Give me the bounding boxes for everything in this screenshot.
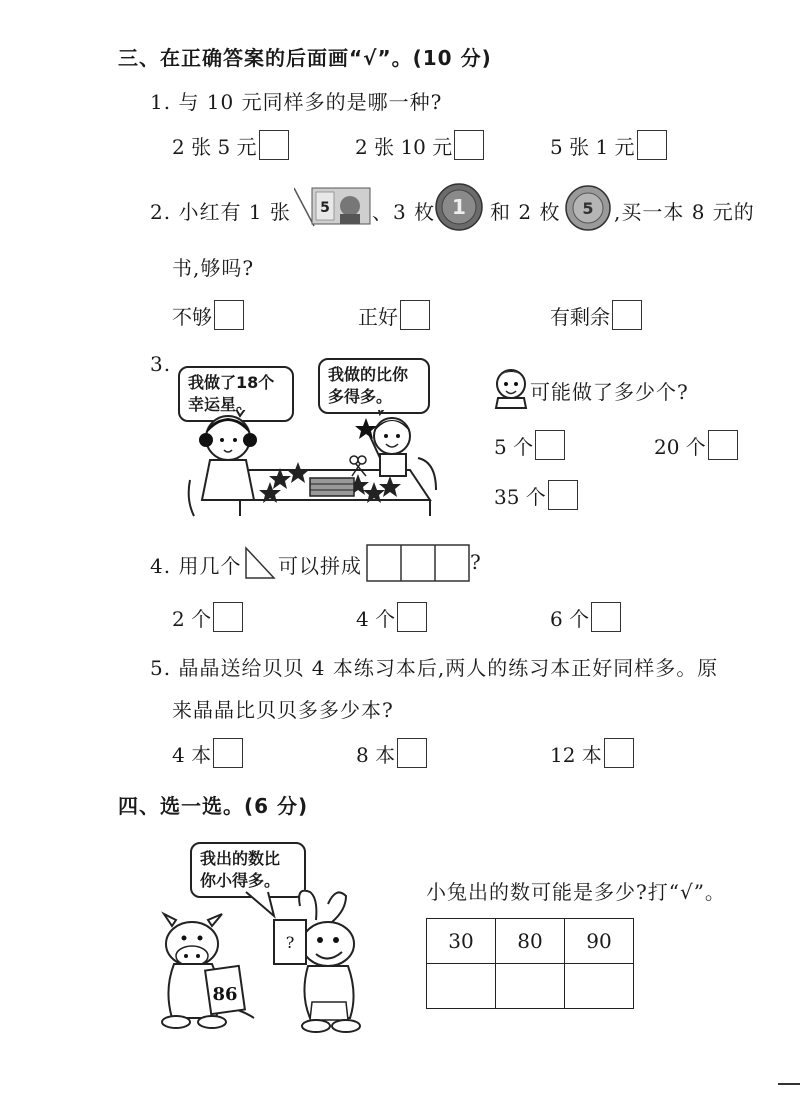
table-cell-value-1: 30	[427, 919, 496, 964]
question-5-stem-line1: 5. 晶晶送给贝贝 4 本练习本后,两人的练习本正好同样多。原	[150, 656, 719, 680]
question-4-stem-part2: 可以拼成	[278, 554, 362, 578]
page-edge-mark	[778, 1083, 800, 1085]
q1-checkbox-c[interactable]	[637, 130, 667, 160]
q4-option-b-label: 4 个	[356, 606, 396, 631]
coin-1-value: 1	[452, 195, 466, 219]
kids-making-stars-illustration	[180, 410, 440, 520]
cow-card-number: 86	[212, 984, 238, 1005]
q4-option-c-label: 6 个	[550, 606, 590, 631]
q3-option-a-label: 5 个	[494, 434, 534, 459]
q4-option-b	[356, 602, 427, 632]
banknote-5-yuan-icon	[294, 186, 374, 228]
q5-option-b	[356, 738, 427, 768]
question-3-number: 3.	[150, 352, 172, 376]
section-4-title: 四、选一选。(6 分)	[118, 794, 309, 818]
q2-checkbox-b[interactable]	[400, 300, 430, 330]
question-2-stem-part4: ,买一本 8 元的	[614, 200, 755, 224]
q2-option-a-label: 不够	[172, 304, 212, 329]
q5-option-c	[550, 738, 634, 768]
coin-1-yuan-icon	[434, 182, 484, 232]
number-choice-table	[426, 918, 634, 1009]
q4-checkbox-b[interactable]	[397, 602, 427, 632]
q2-checkbox-a[interactable]	[214, 300, 244, 330]
q1-option-b-label: 2 张 10 元	[355, 134, 453, 159]
q5-option-a-label: 4 本	[172, 742, 212, 767]
q1-checkbox-b[interactable]	[454, 130, 484, 160]
bubble-rabbit-line1: 我出的数比	[200, 849, 281, 868]
table-cell-answer-3[interactable]	[565, 964, 634, 1009]
q5-option-a	[172, 738, 243, 768]
rabbit-card-symbol: ?	[285, 933, 295, 952]
section-4-question: 小兔出的数可能是多少?打“√”。	[426, 880, 726, 904]
table-cell-answer-2[interactable]	[496, 964, 565, 1009]
q2-option-a	[172, 300, 244, 330]
bubble-rabbit-line2: 你小得多。	[200, 871, 281, 890]
question-4-stem-part3: ?	[470, 550, 482, 574]
question-4-stem-part1: 4. 用几个	[150, 554, 242, 578]
q2-option-b-label: 正好	[358, 304, 398, 329]
bubble-girl-line2: 幸运星。	[188, 395, 253, 414]
q1-option-b	[355, 130, 484, 160]
right-triangle-icon	[244, 546, 276, 580]
question-1-stem: 1. 与 10 元同样多的是哪一种?	[150, 90, 443, 114]
question-2-stem-part3: 和 2 枚	[490, 200, 561, 224]
q4-option-a	[172, 602, 243, 632]
q5-checkbox-c[interactable]	[604, 738, 634, 768]
section-3-title: 三、在正确答案的后面画“√”。(10 分)	[118, 46, 492, 70]
q2-checkbox-c[interactable]	[612, 300, 642, 330]
q1-option-c	[550, 130, 667, 160]
question-2-stem-part2: 、3 枚	[372, 200, 436, 224]
question-3-text: 可能做了多少个?	[530, 380, 689, 404]
q4-option-a-label: 2 个	[172, 606, 212, 631]
bubble-boy-line1: 我做的比你	[328, 365, 409, 384]
q3-option-c	[494, 480, 578, 510]
q2-option-b	[358, 300, 430, 330]
q1-option-c-label: 5 张 1 元	[550, 134, 635, 159]
q5-checkbox-b[interactable]	[397, 738, 427, 768]
q4-checkbox-c[interactable]	[591, 602, 621, 632]
q5-option-c-label: 12 本	[550, 742, 602, 767]
q3-option-b	[654, 430, 738, 460]
table-row-answers	[427, 964, 634, 1009]
q5-option-b-label: 8 本	[356, 742, 396, 767]
q3-checkbox-b[interactable]	[708, 430, 738, 460]
table-cell-value-2: 80	[496, 919, 565, 964]
q1-option-a-label: 2 张 5 元	[172, 134, 257, 159]
question-2-stem-line2: 书,够吗?	[172, 256, 255, 280]
coin-5-jiao-icon	[564, 184, 612, 232]
coin-2-value: 5	[582, 199, 594, 218]
q2-option-c	[550, 300, 642, 330]
q3-option-b-label: 20 个	[654, 434, 706, 459]
table-cell-value-3: 90	[565, 919, 634, 964]
cow-and-rabbit-illustration	[150, 890, 390, 1040]
q1-checkbox-a[interactable]	[259, 130, 289, 160]
q4-option-c	[550, 602, 621, 632]
three-squares-rectangle-icon	[366, 544, 470, 582]
q1-option-a	[172, 130, 289, 160]
speech-bubble-boy	[318, 358, 430, 414]
boy-face-icon	[492, 366, 530, 410]
question-5-stem-line2: 来晶晶比贝贝多多少本?	[172, 698, 394, 722]
q4-checkbox-a[interactable]	[213, 602, 243, 632]
q3-checkbox-c[interactable]	[548, 480, 578, 510]
question-2-stem-part1: 2. 小红有 1 张	[150, 200, 291, 224]
table-row-values	[427, 919, 634, 964]
q2-option-c-label: 有剩余	[550, 304, 610, 329]
q5-checkbox-a[interactable]	[213, 738, 243, 768]
q3-option-a	[494, 430, 565, 460]
bubble-girl-line1: 我做了18个	[188, 373, 275, 392]
banknote-value: 5	[320, 200, 330, 216]
q3-option-c-label: 35 个	[494, 484, 546, 509]
bubble-boy-line2: 多得多。	[328, 387, 393, 406]
q3-checkbox-a[interactable]	[535, 430, 565, 460]
table-cell-answer-1[interactable]	[427, 964, 496, 1009]
